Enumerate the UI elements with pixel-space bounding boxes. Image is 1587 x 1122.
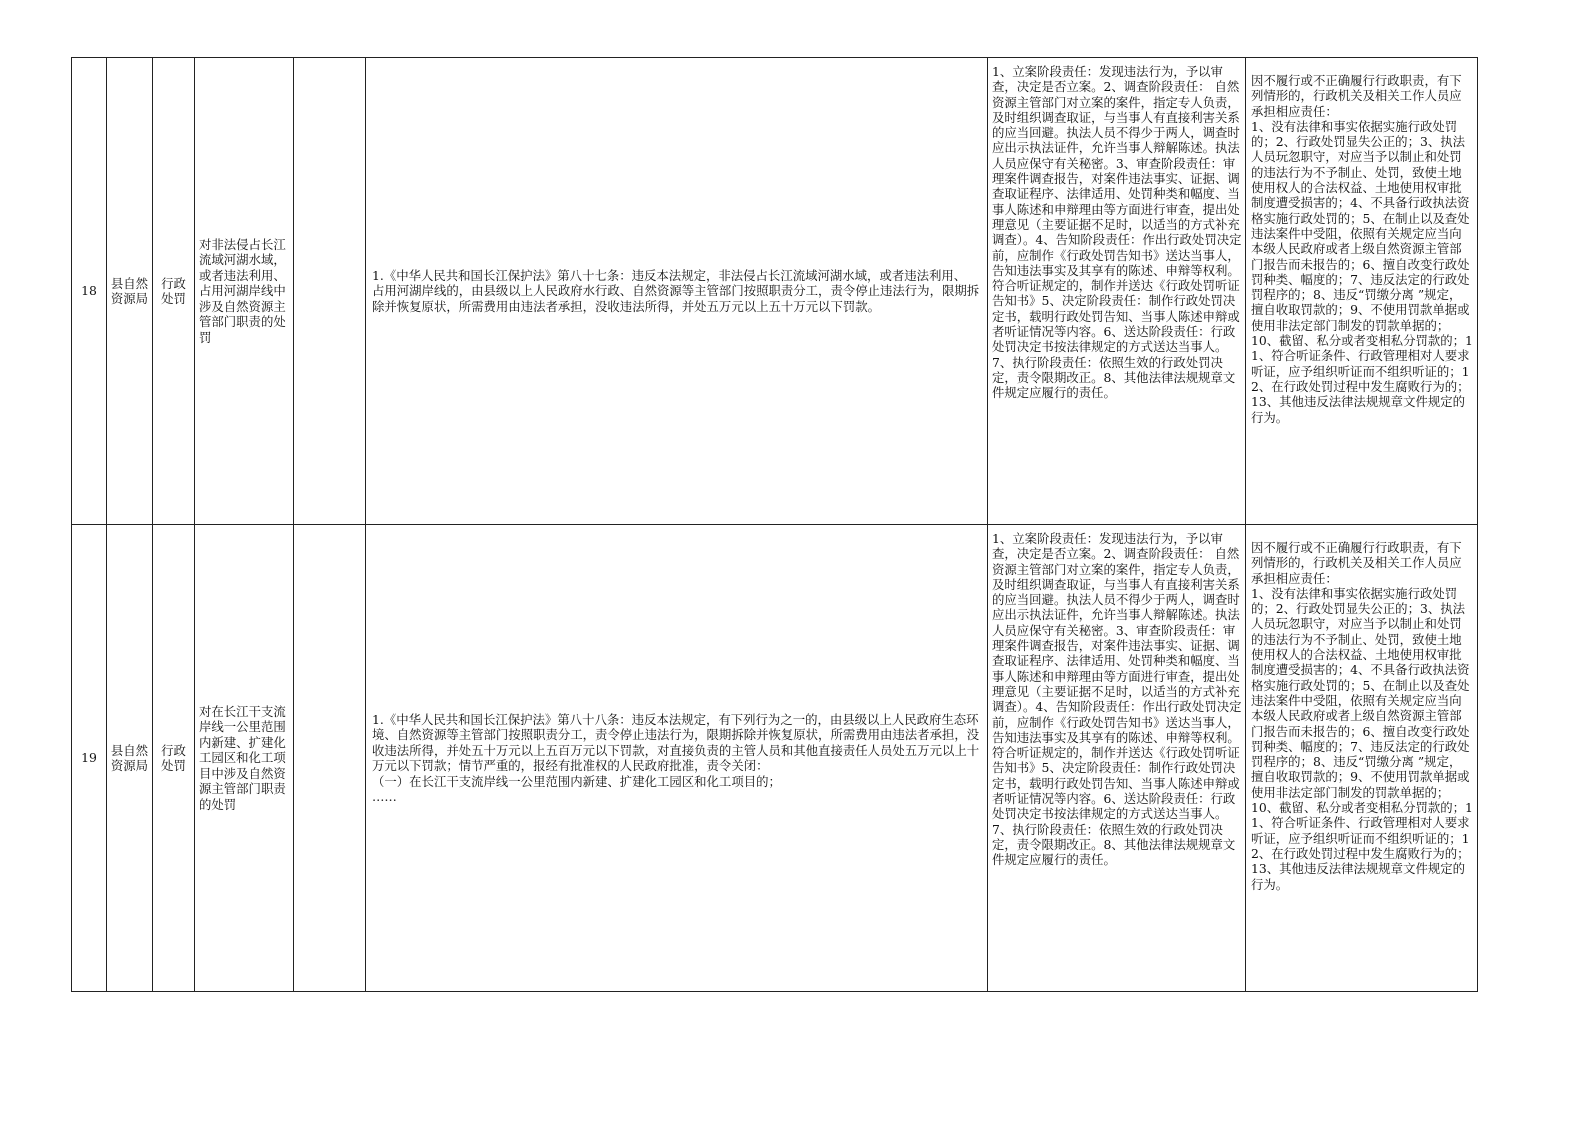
legal-basis-text: 1.《中华人民共和国长江保护法》第八十七条：违反本法规定，非法侵占长江流域河湖水域，或者违法利用、 占用河湖岸线的，由县级以上人民政府水行政、自然资源等主管部门按照职责分工，责令停止违法行为，限期拆除并恢复原状，所需费用由违法者承担，没收违法所得，并处五万元以上五十万元以下罚款。 — [372, 267, 980, 314]
responsibility-cell: 1、立案阶段责任：发现违法行为，予以审查，决定是否立案。2、调查阶段责任： 自然资源主管部门对立案的案件，指定专人负责，及时组织调查取证，与当事人有直接利害关系的应当回避。执法人员不得少于两人，调查时应出示执法证件，允许当事人辩解陈述。执法人员应保守有关秘密。3、审查阶段责任：审理案件调查报告，对案件违法事实、证据、调查取证程序、法律适用、处罚种类和幅度、当事人陈述和申辩理由等方面进行审查，提出处理意见（主要证据不足时，以适当的方式补充调查）。4、告知阶段责任：作出行政处罚决定前，应制作《行政处罚告知书》送达当事人，告知违法事实及其享有的陈述、申辩等权利。符合听证规定的，制作并送达《行政处罚听证告知书》5、决定阶段责任：制作行政处罚决定书，载明行政处罚告知、当事人陈述申辩或者听证情况等内容。6、送达阶段责任：行政处罚决定书按法律规定的方式送达当事人。7、执行阶段责任：依照生效的行政处罚决定，责令限期改正。8、其他法律法规规章文件规定应履行的责任。 — [988, 58, 1246, 525]
power-type-cell: 行政处罚 — [153, 525, 195, 992]
power-type-cell: 行政处罚 — [153, 58, 195, 525]
legal-basis-extra: （一）在长江干支流岸线一公里范围内新建、扩建化工园区和化工项目的； — [372, 773, 781, 789]
table-row-18 — [72, 58, 1478, 525]
item-name-cell: 对在长江干支流岸线一公里范围内新建、扩建化工园区和化工项目中涉及自然资源主管部门职责的处罚 — [195, 525, 294, 992]
legal-basis-cell — [366, 525, 988, 992]
accountability-cell: 因不履行或不正确履行行政职责，有下列情形的，行政机关及相关工作人员应承担相应责任： 1、没有法律和事实依据实施行政处罚的；2、行政处罚显失公正的；3、执法人员玩忽职守，对应当予以制止和处罚的违法行为不予制止、处罚，致使土地使用权人的合法权益、土地使用权审批制度遭受损害的；4、不具备行政执法资格实施行政处罚的；5、在制止以及查处违法案件中受阻，依照有关规定应当向本级人民政府或者上级自然资源主管部门报告而未报告的；6、擅自改变行政处罚种类、幅度的；7、违反法定的行政处罚程序的；8、违反“罚缴分离 ”规定，擅自收取罚款的；9、不使用罚款单据或使用非法定部门制发的罚款单据的； 10、截留、私分或者变相私分罚款的；11、符合听证条件、行政管理相对人要求听证，应予组织听证而不组织听证的；12、在行政处罚过程中发生腐败行为的；13、其他违反法律法规规章文件规定的行为。 — [1246, 58, 1478, 525]
code-cell — [294, 58, 366, 525]
department-cell: 县自然资源局 — [107, 58, 153, 525]
item-name-cell: 对非法侵占长江流域河湖水域，或者违法利用、 占用河湖岸线中涉及自然资源主管部门职责的处罚 — [195, 58, 294, 525]
row-number: 18 — [72, 58, 107, 525]
department-cell: 县自然资源局 — [107, 525, 153, 992]
code-cell — [294, 525, 366, 992]
power-list-table — [71, 57, 1478, 992]
table-row-19 — [72, 525, 1478, 992]
legal-basis-ellipsis: …… — [372, 789, 397, 804]
legal-basis-text: 1.《中华人民共和国长江保护法》第八十八条：违反本法规定，有下列行为之一的，由县级以上人民政府生态环境、自然资源等主管部门按照职责分工，责令停止违法行为，限期拆除并恢复原状，所需费用由违法者承担，没收违法所得，并处五十万元以上五百万元以下罚款，对直接负责的主管人员和其他直接责任人员处五万元以上十万元以下罚款；情节严重的，报经有批准权的人民政府批准，责令关闭： — [372, 711, 980, 773]
legal-basis-cell — [366, 58, 988, 525]
responsibility-cell: 1、立案阶段责任：发现违法行为，予以审查，决定是否立案。2、调查阶段责任： 自然资源主管部门对立案的案件，指定专人负责，及时组织调查取证，与当事人有直接利害关系的应当回避。执法人员不得少于两人，调查时应出示执法证件，允许当事人辩解陈述。执法人员应保守有关秘密。3、审查阶段责任：审理案件调查报告，对案件违法事实、证据、调查取证程序、法律适用、处罚种类和幅度、当事人陈述和申辩理由等方面进行审查，提出处理意见（主要证据不足时，以适当的方式补充调查）。4、告知阶段责任：作出行政处罚决定前，应制作《行政处罚告知书》送达当事人，告知违法事实及其享有的陈述、申辩等权利。符合听证规定的，制作并送达《行政处罚听证告知书》5、决定阶段责任：制作行政处罚决定书，载明行政处罚告知、当事人陈述申辩或者听证情况等内容。6、送达阶段责任：行政处罚决定书按法律规定的方式送达当事人。7、执行阶段责任：依照生效的行政处罚决定，责令限期改正。8、其他法律法规规章文件规定应履行的责任。 — [988, 525, 1246, 992]
row-number: 19 — [72, 525, 107, 992]
accountability-cell: 因不履行或不正确履行行政职责，有下列情形的，行政机关及相关工作人员应承担相应责任： 1、没有法律和事实依据实施行政处罚的；2、行政处罚显失公正的；3、执法人员玩忽职守，对应当予以制止和处罚的违法行为不予制止、处罚，致使土地使用权人的合法权益、土地使用权审批制度遭受损害的；4、不具备行政执法资格实施行政处罚的；5、在制止以及查处违法案件中受阻，依照有关规定应当向本级人民政府或者上级自然资源主管部门报告而未报告的；6、擅自改变行政处罚种类、幅度的；7、违反法定的行政处罚程序的；8、违反“罚缴分离 ”规定，擅自收取罚款的；9、不使用罚款单据或使用非法定部门制发的罚款单据的； 10、截留、私分或者变相私分罚款的；11、符合听证条件、行政管理相对人要求听证，应予组织听证而不组织听证的；12、在行政处罚过程中发生腐败行为的；13、其他违反法律法规规章文件规定的行为。 — [1246, 525, 1478, 992]
